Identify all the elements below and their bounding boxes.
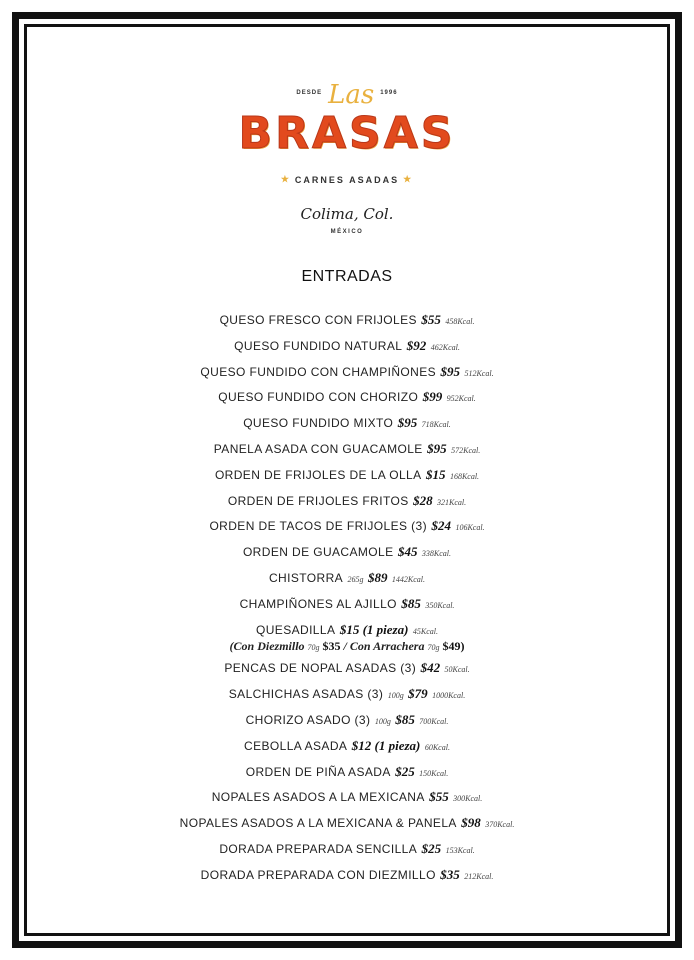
menu-item: [0, 733, 694, 759]
item-price: $55: [421, 312, 441, 327]
menu-part-1: [0, 307, 694, 617]
item-name: DORADA PREPARADA CON DIEZMILLO: [200, 867, 436, 882]
item-kcal: 153Kcal.: [445, 845, 475, 855]
item-kcal: 718Kcal.: [421, 420, 451, 430]
item-name: ORDEN DE FRIJOLES FRITOS: [227, 493, 409, 508]
item-price: $15: [425, 466, 446, 482]
item-name: QUESO FUNDIDO CON CHORIZO: [218, 390, 419, 405]
option-price: $35: [322, 638, 341, 653]
menu-item: [0, 862, 694, 888]
item-price: $15 (1 pieza): [339, 621, 409, 637]
menu-item: [0, 462, 694, 488]
item-name: ORDEN DE PIÑA ASADA: [245, 764, 391, 779]
brand-name: BRASAS: [238, 108, 456, 159]
menu-item: [0, 539, 694, 565]
option-weight: 70g: [307, 642, 320, 652]
menu-item: [0, 836, 694, 862]
item-name: ORDEN DE TACOS DE FRIJOLES (3): [209, 519, 428, 534]
item-name: DORADA PREPARADA SENCILLA: [219, 841, 418, 856]
item-kcal: 512Kcal.: [464, 368, 494, 378]
item-price: $95: [427, 440, 447, 456]
menu-item: [0, 655, 694, 681]
city: Colima, Col.: [300, 205, 394, 223]
item-kcal: 168Kcal.: [449, 471, 480, 481]
menu-item: [0, 410, 694, 436]
brand-logo: [0, 76, 694, 235]
item-price: $99: [422, 389, 443, 405]
menu-item: [0, 591, 694, 617]
quesadilla-main-line: [0, 623, 694, 639]
menu-list: [0, 307, 694, 888]
item-price: $55: [429, 789, 449, 805]
since-label: DESDE: [296, 90, 323, 96]
tagline: [0, 174, 694, 185]
item-kcal: 338Kcal.: [421, 549, 452, 559]
item-kcal: 150Kcal.: [419, 768, 449, 778]
item-price: $92: [406, 337, 427, 353]
menu-item: [0, 759, 694, 785]
item-price: $95: [440, 363, 460, 379]
item-weight: 100g: [374, 716, 391, 726]
since-year: 1996: [380, 90, 398, 96]
item-name: QUESO FUNDIDO CON CHAMPIÑONES: [200, 364, 437, 379]
menu-item: [0, 681, 694, 707]
item-kcal: 700Kcal.: [419, 716, 449, 726]
item-kcal: 350Kcal.: [425, 600, 455, 610]
item-weight: 100g: [387, 691, 404, 701]
item-price: $28: [413, 492, 433, 508]
menu-item: [0, 488, 694, 514]
item-name: PENCAS DE NOPAL ASADAS (3): [224, 661, 417, 676]
item-kcal: 212Kcal.: [464, 871, 494, 881]
menu-item: [0, 784, 694, 810]
item-kcal: 50Kcal.: [444, 665, 470, 675]
logo-top-row: [0, 76, 694, 110]
item-kcal: 300Kcal.: [453, 794, 483, 804]
item-name: QUESO FRESCO CON FRIJOLES: [219, 313, 417, 327]
item-price: $89: [367, 569, 388, 585]
section-title: ENTRADAS: [301, 268, 393, 285]
item-name: QUESADILLA: [256, 622, 336, 637]
menu-item-quesadilla: [0, 617, 694, 656]
item-price: $42: [420, 660, 441, 676]
item-price: $24: [431, 518, 451, 534]
item-kcal: 458Kcal.: [445, 317, 475, 326]
tagline-text: CARNES ASADAS: [294, 174, 400, 185]
item-kcal: 1000Kcal.: [432, 691, 466, 701]
item-price: $45: [397, 544, 418, 560]
item-weight: 265g: [347, 574, 364, 584]
quesadilla-options-line: [0, 639, 694, 655]
menu-item: [0, 359, 694, 385]
item-price: $98: [461, 815, 481, 831]
item-price: $35: [440, 866, 460, 882]
item-kcal: 106Kcal.: [455, 523, 485, 533]
option-open: (Con Diezmillo: [229, 638, 305, 653]
item-name: QUESO FUNDIDO NATURAL: [234, 338, 403, 353]
item-kcal: 60Kcal.: [424, 742, 450, 752]
item-price: $85: [401, 595, 421, 611]
item-name: SALCHICHAS ASADAS (3): [228, 687, 384, 702]
item-price: $85: [395, 711, 415, 727]
menu-part-2: [0, 655, 694, 887]
item-name: NOPALES ASADOS A LA MEXICANA: [211, 790, 425, 805]
menu-item: [0, 810, 694, 836]
item-name: CHAMPIÑONES AL AJILLO: [239, 596, 397, 611]
menu-item: [0, 384, 694, 410]
item-price: $12 (1 pieza): [351, 737, 421, 753]
item-kcal: 952Kcal.: [446, 394, 476, 404]
star-icon: ★: [403, 174, 414, 184]
item-name: ORDEN DE GUACAMOLE: [242, 545, 394, 560]
item-price: $25: [421, 840, 442, 856]
item-price: $95: [397, 415, 418, 431]
menu-item: [0, 307, 694, 333]
item-price: $79: [408, 686, 428, 702]
item-kcal: 45Kcal.: [412, 626, 438, 636]
menu-item: [0, 565, 694, 591]
item-name: PANELA ASADA CON GUACAMOLE: [213, 441, 423, 456]
item-name: CHISTORRA: [268, 570, 344, 585]
option-weight: 70g: [427, 642, 440, 652]
item-kcal: 321Kcal.: [437, 497, 467, 507]
item-kcal: 572Kcal.: [451, 445, 481, 455]
item-name: QUESO FUNDIDO MIXTO: [243, 416, 394, 431]
country: MÉXICO: [330, 229, 364, 235]
item-kcal: 370Kcal.: [485, 820, 515, 830]
star-icon: ★: [280, 174, 291, 184]
item-kcal: 462Kcal.: [430, 342, 460, 352]
item-kcal: 1442Kcal.: [391, 574, 426, 584]
menu-item: [0, 513, 694, 539]
menu-item: [0, 333, 694, 359]
item-price: $25: [395, 763, 415, 779]
menu-item: [0, 707, 694, 733]
brand-script: Las: [328, 80, 375, 110]
option-mid: / Con Arrachera: [343, 638, 425, 653]
menu-item: [0, 436, 694, 462]
option-price: $49): [442, 638, 465, 653]
item-name: ORDEN DE FRIJOLES DE LA OLLA: [214, 467, 422, 482]
item-name: CHORIZO ASADO (3): [245, 712, 371, 727]
item-name: NOPALES ASADOS A LA MEXICANA & PANELA: [179, 816, 457, 831]
item-name: CEBOLLA ASADA: [244, 738, 348, 753]
